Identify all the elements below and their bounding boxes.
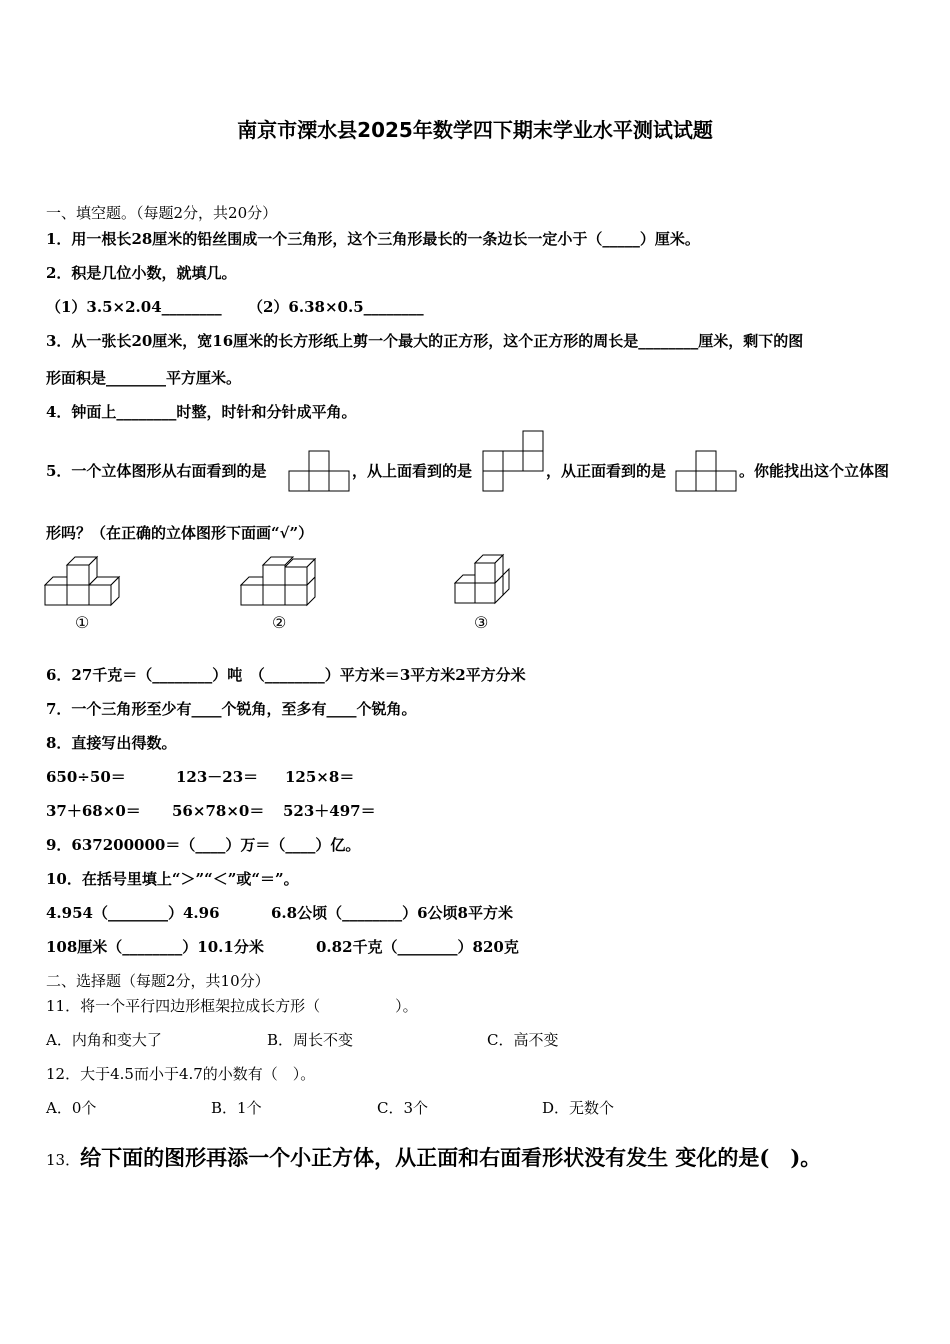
calc-6: 523＋497＝ [283,802,376,820]
q11-option-b: B．周长不变 [267,1031,354,1049]
calc-2: 123－23＝ [176,768,259,786]
question-5-text-4: 。你能找出这个立体图 [739,462,890,480]
question-5-text-3: ，从正面看到的是 [546,462,667,480]
section-choice: 二、选择题（每题2分，共10分） [46,972,270,990]
calc-1: 650÷50＝ [46,768,126,786]
question-2-part-2: （2）6.38×0.5________ [248,298,424,316]
question-7: 7．一个三角形至少有____个锐角，至多有____个锐角。 [46,700,417,718]
top-view-figure [482,430,544,492]
q11-option-a: A．内角和变大了 [46,1031,162,1049]
calc-5: 56×78×0＝ [172,802,265,820]
question-9: 9．637200000＝（____）万＝（____）亿。 [46,836,361,854]
question-13-number: 13． [46,1151,81,1169]
question-3-line-1: 3．从一张长20厘米，宽16厘米的长方形纸上剪一个最大的正方形，这个正方形的周长是________厘米，剩下的图 [46,332,804,350]
question-13-text: 给下面的图形再添一个小正方体，从正面和右面看形状没有发生 变化的是( )。 [80,1145,822,1170]
question-6: 6．27千克＝（________）吨 （________）平方米＝3平方米2平方分米 [46,666,526,684]
compare-3: 108厘米（________）10.1分米 [46,938,264,956]
question-2: 2．积是几位小数，就填几。 [46,264,237,282]
question-13 [46,1142,821,1172]
question-4: 4．钟面上________时整，时针和分针成平角。 [46,403,357,421]
front-view-figure [675,450,737,492]
compare-2: 6.8公顷（________）6公顷8平方米 [271,904,513,922]
solid-figure-3 [454,552,514,606]
q12-option-d: D．无数个 [542,1099,615,1117]
solid-label-2: ② [272,613,287,632]
q12-option-a: A．0个 [46,1099,97,1117]
compare-4: 0.82千克（________）820克 [316,938,519,956]
question-12: 12．大于4.5而小于4.7的小数有（ ）。 [46,1065,316,1083]
solid-label-3: ③ [474,613,489,632]
calc-4: 37＋68×0＝ [46,802,141,820]
section-fill-blank: 一、填空题。（每题2分，共20分） [46,204,278,222]
question-5-text-1: 5．一个立体图形从右面看到的是 [46,462,267,480]
solid-figure-2 [240,550,326,608]
question-10: 10．在括号里填上“＞”“＜”或“＝”。 [46,870,299,888]
calc-3: 125×8＝ [285,768,355,786]
page-title: 南京市溧水县2025年数学四下期末学业水平测试试题 [237,118,713,142]
q11-option-c: C．高不变 [487,1031,559,1049]
question-2-part-1: （1）3.5×2.04________ [46,298,222,316]
question-11: 11．将一个平行四边形框架拉成长方形（ ）。 [46,997,418,1015]
q12-option-c: C．3个 [377,1099,429,1117]
q12-option-b: B．1个 [211,1099,262,1117]
question-8: 8．直接写出得数。 [46,734,177,752]
solid-label-1: ① [75,613,90,632]
right-view-figure [288,450,350,492]
compare-1: 4.954（________）4.96 [46,904,220,922]
solid-figure-1 [44,550,124,608]
question-1: 1．用一根长28厘米的铅丝围成一个三角形，这个三角形最长的一条边长一定小于（_____）厘米。 [46,230,700,248]
question-3-line-2: 形面积是________平方厘米。 [46,369,242,387]
question-5-text-5: 形吗？（在正确的立体图形下面画“√”） [46,524,314,542]
question-5-text-2: ，从上面看到的是 [352,462,473,480]
